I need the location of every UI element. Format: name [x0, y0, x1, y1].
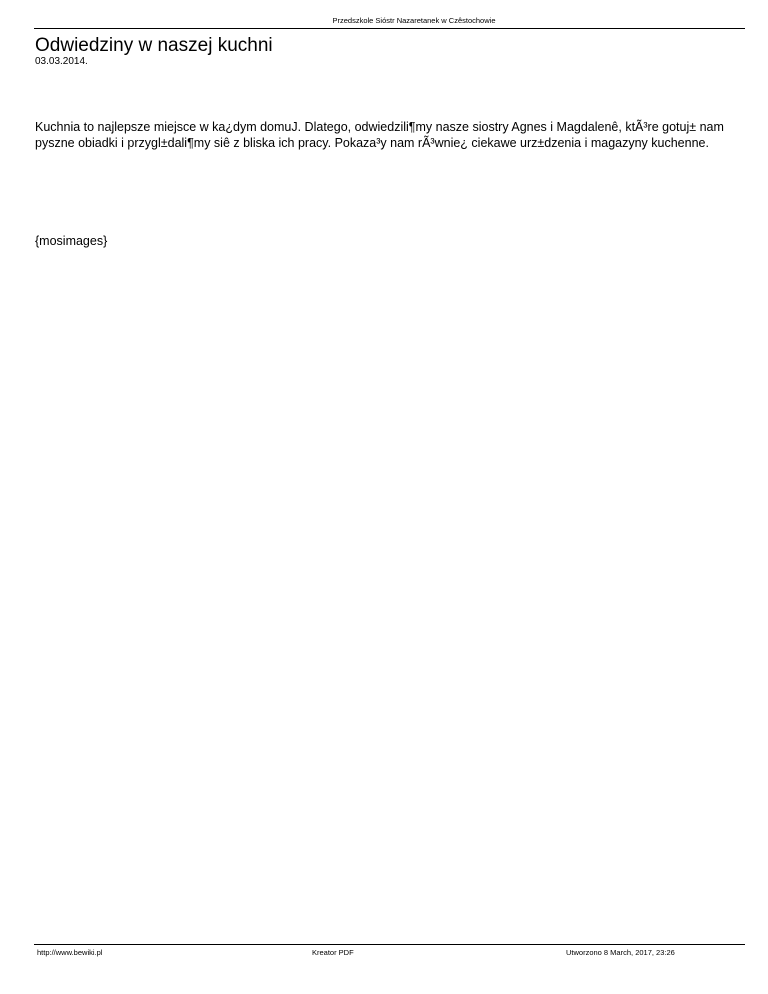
- header-divider: [34, 28, 745, 29]
- article-body: Kuchnia to najlepsze miejsce w ka¿dym domuJ. Dlatego, odwiedzili¶my nasze siostry Agnes i Magdalenê, ktÃ³re gotuj± nam pyszne obiadki i przygl±dali¶my siê z bliska ich pracy. Pokaza³y nam rÃ³wnie¿ ciekawe urz±dzenia i magazyny kuchenne.: [35, 120, 724, 150]
- images-placeholder: {mosimages}: [35, 234, 108, 248]
- footer-divider: [34, 944, 745, 945]
- article-date: 03.03.2014.: [35, 56, 88, 67]
- page-header-site-name: Przedszkole Sióstr Nazaretanek w Czêstochowie: [332, 16, 496, 25]
- footer-generator: Kreator PDF: [312, 948, 354, 957]
- footer-created-date: Utworzono 8 March, 2017, 23:26: [566, 948, 675, 957]
- article-title: Odwiedziny w naszej kuchni: [35, 35, 273, 56]
- footer-url: http://www.bewiki.pl: [37, 948, 103, 957]
